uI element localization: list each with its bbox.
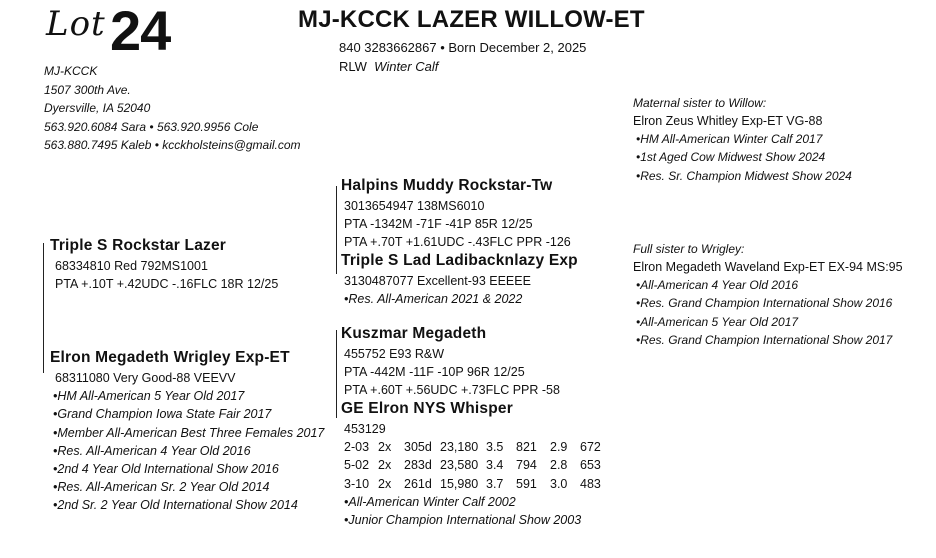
production-record-cell: 15,980: [440, 476, 479, 491]
dam-sire-pta-line: PTA -442M -11F -10P 96R 12/25: [344, 365, 525, 380]
production-record-cell: 2.8: [550, 458, 568, 473]
dam-dam-name: GE Elron NYS Whisper: [341, 400, 513, 417]
maternal-sister-award: •Res. Sr. Champion Midwest Show 2024: [636, 168, 852, 183]
sire-sire-pta-line: PTA +.70T +1.61UDC -.43FLC PPR -126: [344, 235, 571, 250]
production-record-cell: 261d: [404, 476, 432, 491]
animal-title: MJ-KCCK LAZER WILLOW-ET: [298, 6, 645, 33]
sire-id-line: 68334810 Red 792MS1001: [55, 259, 208, 273]
pedigree-bracket-sire: [336, 186, 337, 274]
production-record-cell: 3.4: [486, 458, 504, 473]
dam-award: •Grand Champion Iowa State Fair 2017: [53, 407, 272, 422]
production-record-cell: 2x: [378, 458, 392, 473]
owner-address: 1507 300th Ave.: [44, 82, 131, 97]
dam-award: •Member All-American Best Three Females 2017: [53, 425, 325, 440]
sire-details: [55, 257, 278, 293]
lot-number: 24: [110, 0, 171, 62]
owner-block: [44, 62, 301, 155]
rlw-line: [339, 57, 438, 76]
owner-phone-1: 563.920.6084 Sara • 563.920.9956 Cole: [44, 119, 259, 134]
owner-name: MJ-KCCK: [44, 64, 98, 78]
dam-award: •2nd 4 Year Old International Show 2016: [53, 462, 279, 477]
full-sister-name: Elron Megadeth Waveland Exp-ET EX-94 MS:95: [633, 260, 903, 274]
rlw-label: RLW: [339, 59, 367, 74]
production-record-cell: 3-10: [344, 476, 370, 491]
maternal-sister-block: [633, 94, 852, 185]
sire-sire-pta-line: PTA -1342M -71F -41P 85R 12/25: [344, 217, 533, 232]
pedigree-bracket-left: [43, 243, 44, 373]
dam-id-line: 68311080 Very Good-88 VEEVV: [55, 371, 236, 385]
full-sister-award: •Res. Grand Champion International Show 2017: [636, 332, 893, 347]
production-record-cell: 2-03: [344, 440, 370, 455]
sire-dam-name: Triple S Lad Ladibacknlazy Exp: [341, 252, 578, 269]
full-sister-award: •All-American 4 Year Old 2016: [636, 278, 799, 292]
maternal-sister-name: Elron Zeus Whitley Exp-ET VG-88: [633, 114, 823, 128]
production-record-cell: 3.5: [486, 440, 504, 455]
production-record-cell: 5-02: [344, 458, 370, 473]
winter-calf-label: Winter Calf: [374, 59, 439, 74]
production-record-row: [344, 438, 610, 456]
lot-label: Lot: [46, 4, 106, 44]
production-record-cell: 672: [580, 440, 601, 455]
production-record-cell: 2.9: [550, 440, 568, 455]
dam-award: •Res. All-American Sr. 2 Year Old 2014: [53, 480, 270, 495]
dam-dam-id-line: 453129: [344, 422, 386, 436]
sire-pta-line: PTA +.10T +.42UDC -.16FLC 18R 12/25: [55, 277, 279, 292]
sire-sire-id-line: 3013654947 138MS6010: [344, 199, 485, 213]
dam-dam-award: •All-American Winter Calf 2002: [344, 494, 516, 509]
production-record-cell: 2x: [378, 476, 392, 491]
production-record-cell: 591: [516, 476, 537, 491]
production-record-cell: 483: [580, 476, 601, 491]
production-record-cell: 3.0: [550, 476, 568, 491]
production-record-cell: 23,580: [440, 458, 479, 473]
dam-sire-pta-line: PTA +.60T +.56UDC +.73FLC PPR -58: [344, 383, 560, 398]
full-sister-heading: Full sister to Wrigley:: [633, 242, 745, 256]
production-record-cell: 283d: [404, 458, 432, 473]
owner-city: Dyersville, IA 52040: [44, 101, 151, 115]
full-sister-award: •Res. Grand Champion International Show 2016: [636, 296, 893, 311]
owner-phone-2: 563.880.7495 Kaleb • kcckholsteins@gmail.com: [44, 138, 301, 152]
full-sister-award: •All-American 5 Year Old 2017: [636, 314, 799, 329]
dam-award: •2nd Sr. 2 Year Old International Show 2014: [53, 498, 298, 513]
production-record-cell: 794: [516, 458, 537, 473]
dam-name: Elron Megadeth Wrigley Exp-ET: [50, 349, 290, 366]
production-record-cell: 653: [580, 458, 601, 473]
sire-sire-details: [344, 197, 571, 252]
production-record-row: [344, 475, 610, 493]
production-record-cell: 3.7: [486, 476, 504, 491]
sire-sire-name: Halpins Muddy Rockstar-Tw: [341, 177, 553, 194]
production-record-cell: 2x: [378, 440, 392, 455]
sire-dam-award: •Res. All-American 2021 & 2022: [344, 292, 523, 307]
dam-details: [53, 369, 324, 515]
maternal-sister-award: •HM All-American Winter Calf 2017: [636, 132, 823, 146]
production-record-cell: 305d: [404, 440, 432, 455]
production-records: [344, 438, 610, 493]
dam-dam-award: •Junior Champion International Show 2003: [344, 513, 582, 528]
maternal-sister-award: •1st Aged Cow Midwest Show 2024: [636, 150, 826, 165]
dam-sire-details: [344, 345, 560, 400]
maternal-sister-heading: Maternal sister to Willow:: [633, 96, 767, 110]
production-record-cell: 821: [516, 440, 537, 455]
full-sister-block: [633, 240, 903, 349]
dam-award: •Res. All-American 4 Year Old 2016: [53, 443, 251, 458]
production-record-cell: 23,180: [440, 440, 479, 455]
production-record-row: [344, 456, 610, 474]
registration-line: 840 3283662867 • Born December 2, 2025: [339, 40, 587, 55]
dam-sire-name: Kuszmar Megadeth: [341, 325, 487, 342]
dam-sire-id-line: 455752 E93 R&W: [344, 347, 445, 361]
pedigree-bracket-dam: [336, 330, 337, 418]
sire-dam-details: [344, 272, 531, 308]
dam-award: •HM All-American 5 Year Old 2017: [53, 389, 245, 404]
sire-name: Triple S Rockstar Lazer: [50, 237, 227, 254]
dam-dam-details: [344, 420, 610, 529]
sire-dam-id-line: 3130487077 Excellent-93 EEEEE: [344, 274, 531, 288]
